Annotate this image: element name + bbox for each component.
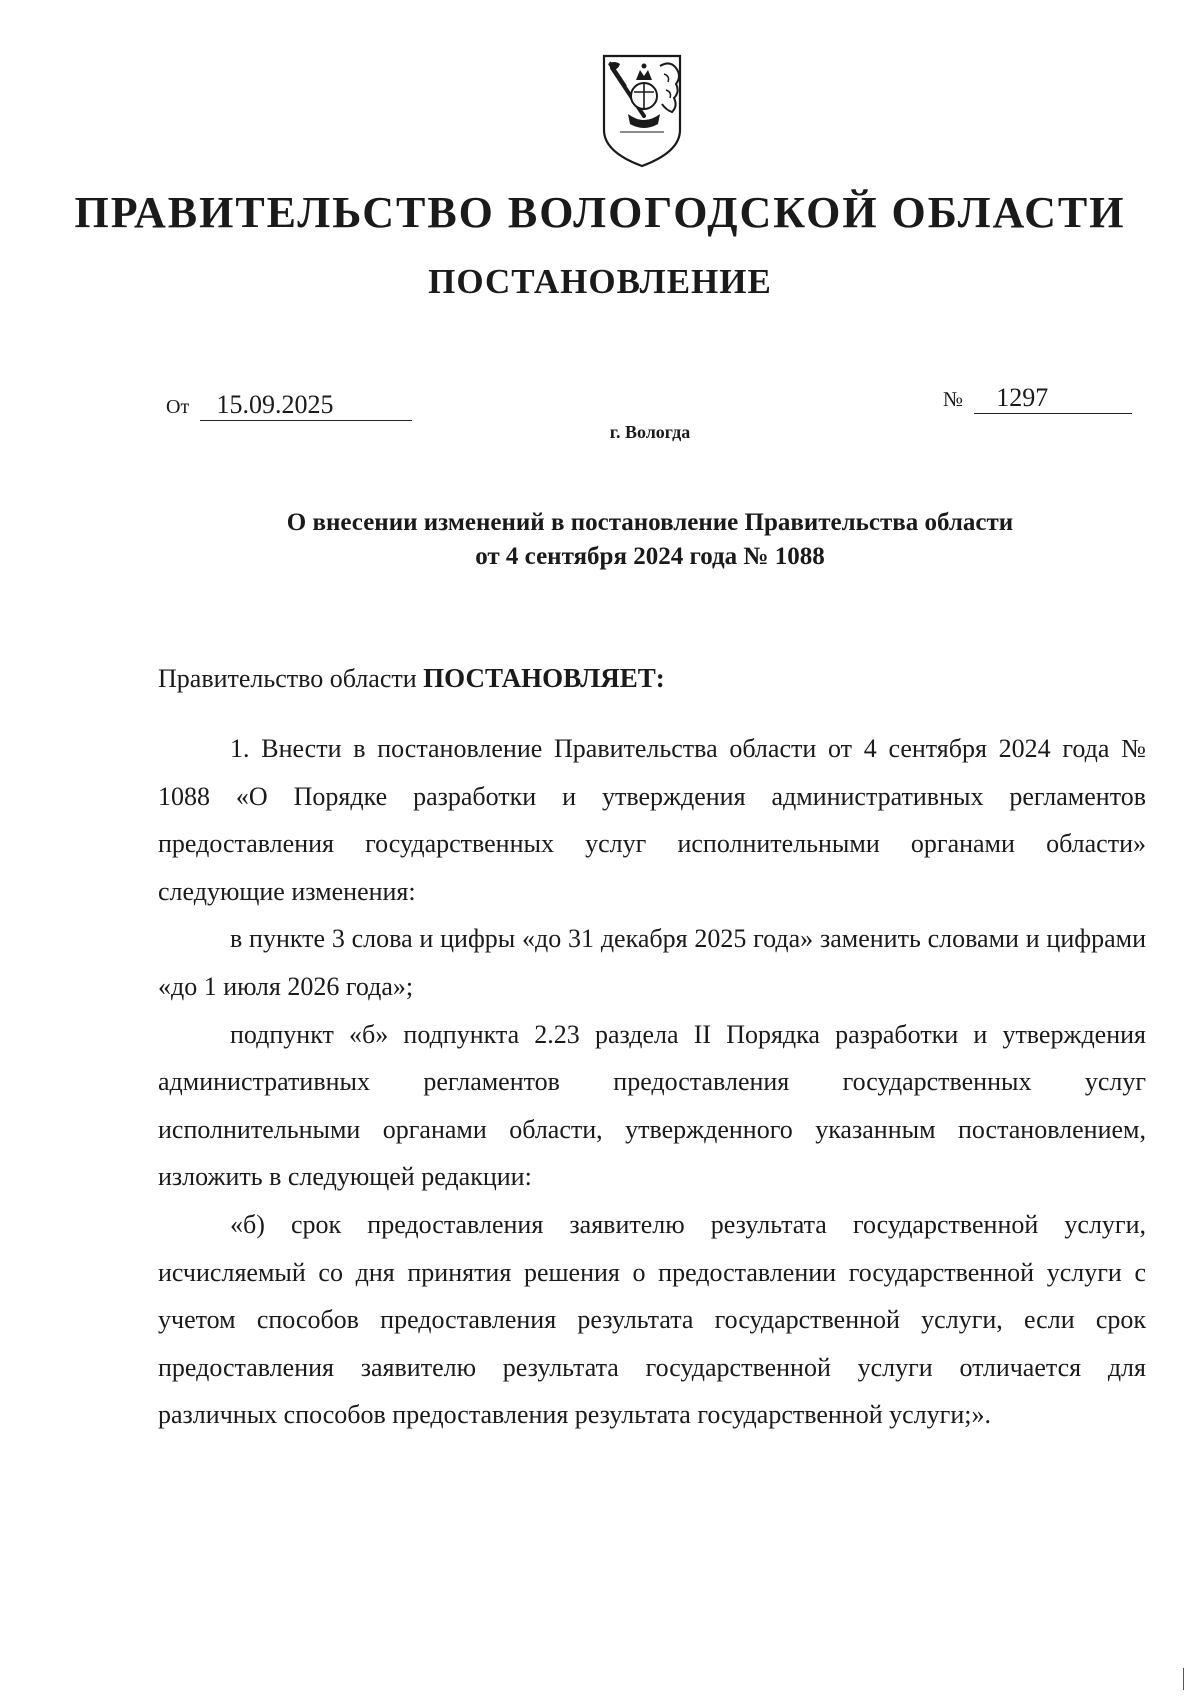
document-subject: [0, 506, 1200, 574]
date-value: 15.09.2025: [200, 390, 412, 421]
date-prefix: От: [166, 396, 190, 418]
document-type: ПОСТАНОВЛЕНИЕ: [428, 262, 772, 301]
paragraph-4: «б) срок предоставления заявителю результата государственной услуги, исчисляемый со дня принятия решения о предоставлении государственной услуги с учетом способов предоставления результата государственной услуги, если срок предоставления заявителю результата государственной услуги отличается для различных способов предоставления результата государственной услуги;».: [158, 1209, 1146, 1430]
coat-of-arms-icon: [600, 52, 684, 170]
paragraph-2: в пункте 3 слова и цифры «до 31 декабря 2025 года» заменить словами и цифрами «до 1 июля 2026 года»;: [158, 924, 1146, 1001]
body-text: [158, 725, 1146, 1439]
city-label: г. Вологда: [609, 422, 691, 442]
scan-artifact: [1183, 1668, 1184, 1690]
paragraph-3: подпункт «б» подпункта 2.23 раздела II Порядка разработки и утверждения административных регламентов предоставления государственных услуг исполнительными органами области, утвержденного указанным постановлением, изложить в следующей редакции:: [158, 1019, 1146, 1192]
subject-line-1: О внесении изменений в постановление Правительства области: [286, 509, 1014, 536]
preamble-lead: Правительство области: [158, 664, 424, 693]
number-value: 1297: [974, 383, 1132, 414]
number-field: [943, 383, 1132, 414]
organization-title: ПРАВИТЕЛЬСТВО ВОЛОГОДСКОЙ ОБЛАСТИ: [74, 188, 1126, 237]
preamble: [158, 663, 665, 694]
date-field: [166, 390, 412, 421]
preamble-decree-word: ПОСТАНОВЛЯЕТ:: [423, 663, 665, 693]
number-prefix: №: [943, 387, 964, 411]
subject-line-2: от 4 сентября 2024 года № 1088: [475, 543, 825, 570]
paragraph-1: 1. Внести в постановление Правительства области от 4 сентября 2024 года № 1088 «О Порядке разработки и утверждения административных регламентов предоставления государственных услуг исполнительными органами области» следующие изменения:: [158, 734, 1146, 906]
